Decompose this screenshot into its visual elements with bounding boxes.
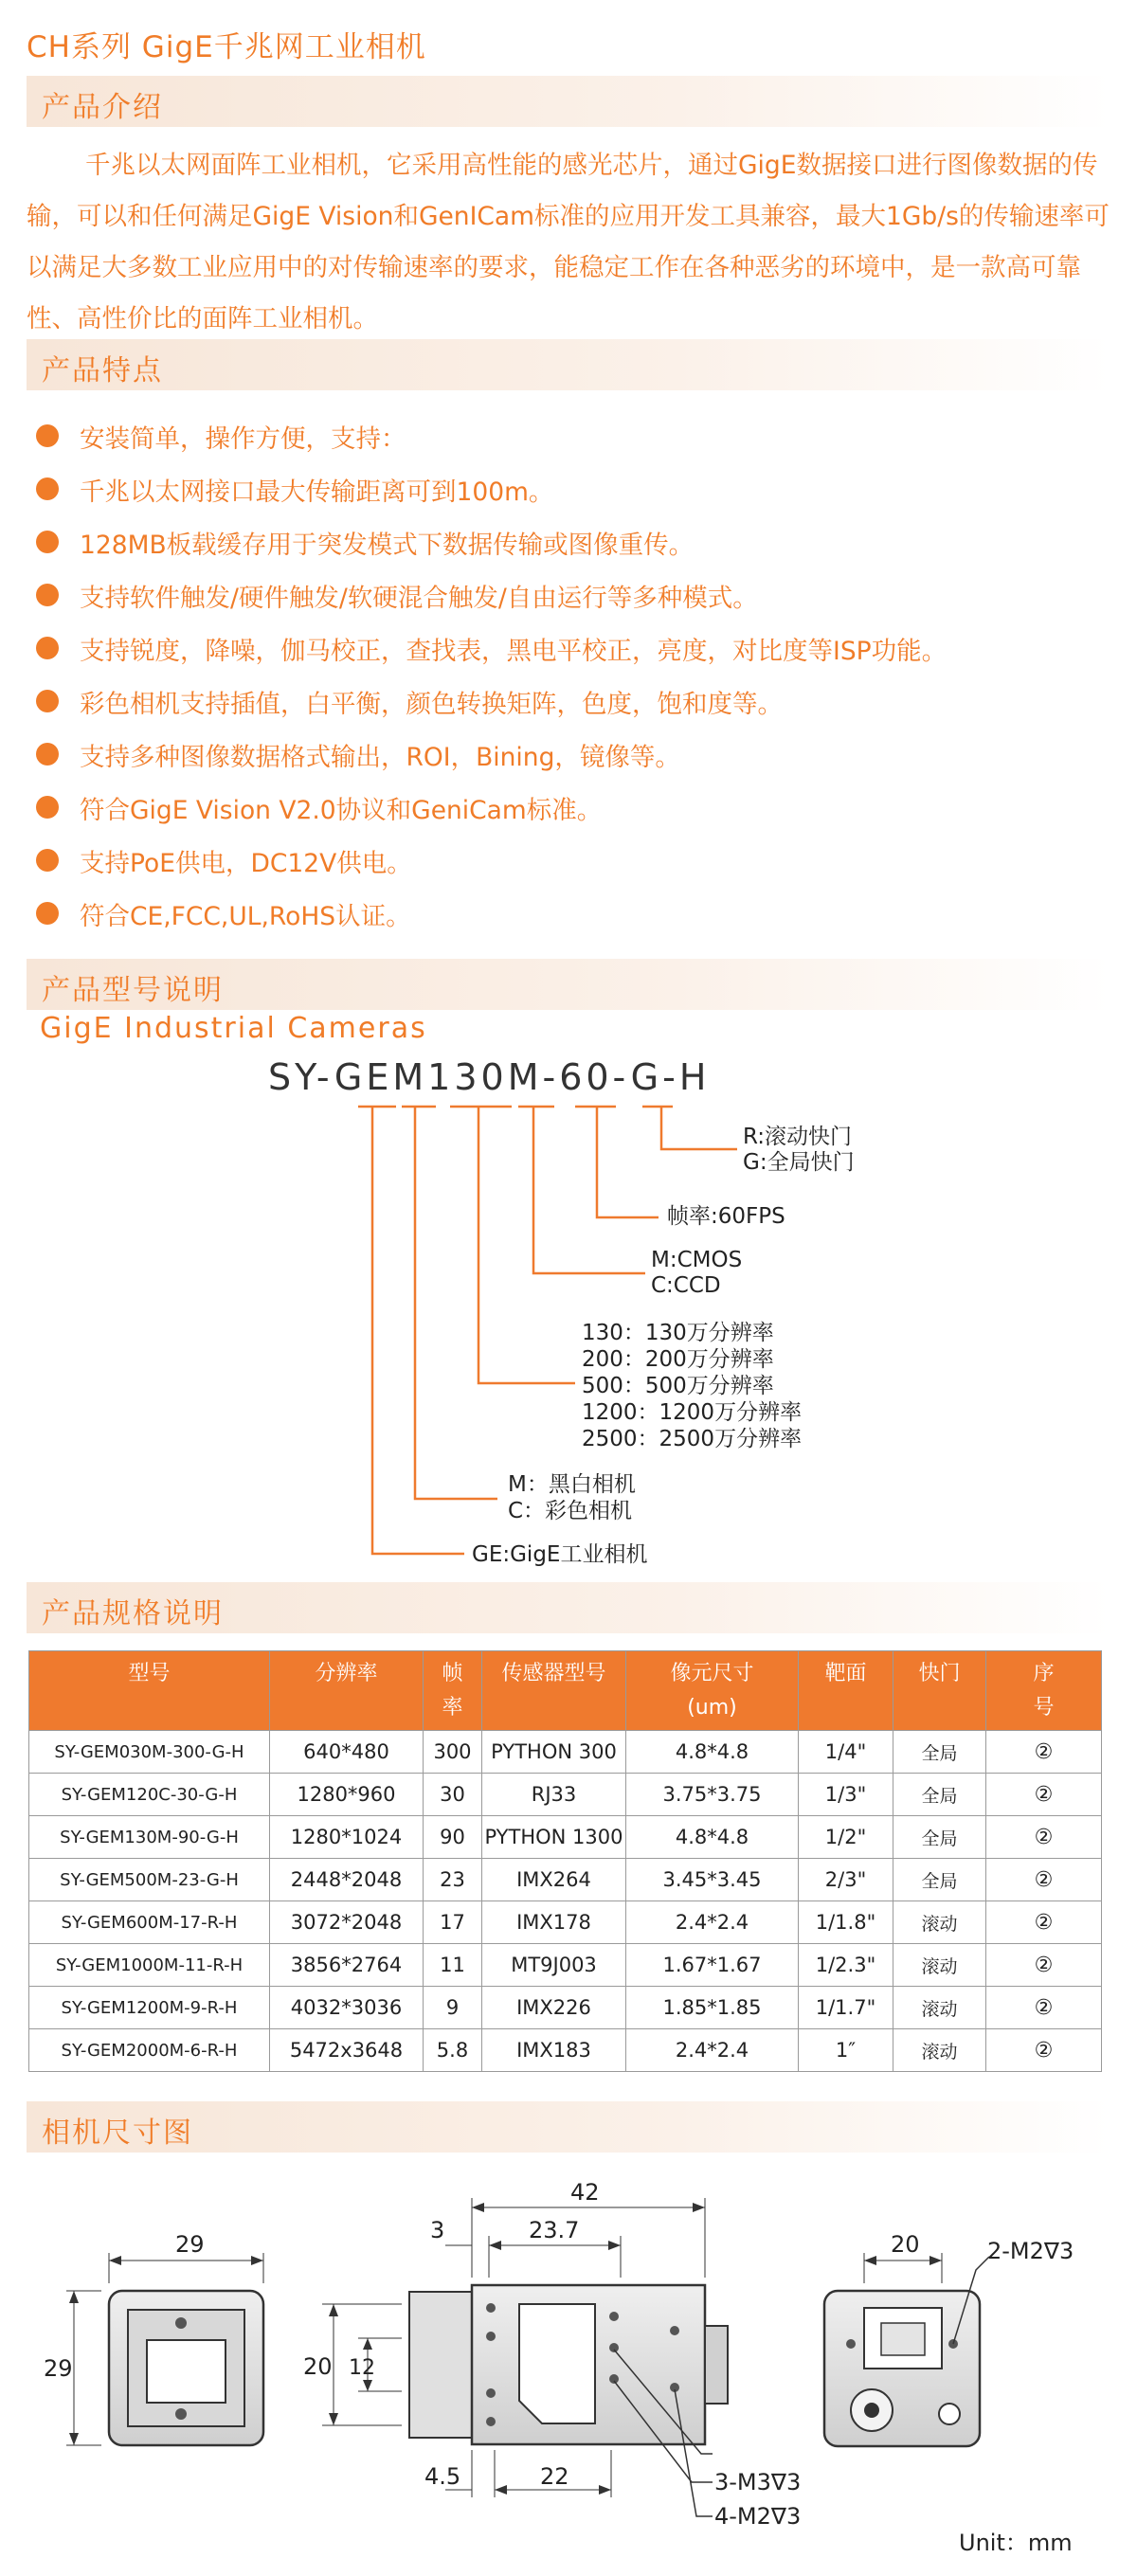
model-cell: SY-GEM120C-30-G-H bbox=[29, 1774, 270, 1816]
pixel-size-cell: 2.4*2.4 bbox=[626, 1901, 799, 1944]
pixel-size-cell: 3.45*3.45 bbox=[626, 1859, 799, 1901]
resolution-cell: 5472x3648 bbox=[270, 2029, 424, 2072]
dimension-label: 12 bbox=[349, 2356, 375, 2380]
column-header: 传感器型号 bbox=[482, 1651, 626, 1731]
frame-rate-cell: 300 bbox=[424, 1731, 482, 1774]
table-row bbox=[29, 1901, 1102, 1944]
resolution-label: 2500：2500万分辨率 bbox=[582, 1427, 803, 1451]
color-label: C：彩色相机 bbox=[508, 1499, 633, 1523]
sensor-cell: PYTHON 300 bbox=[482, 1731, 626, 1774]
dimension-label: 29 bbox=[175, 2231, 205, 2258]
frame-rate-label: 帧率:60FPS bbox=[667, 1204, 785, 1229]
shutter-cell: 全局 bbox=[893, 1816, 986, 1859]
resolution-label: 200：200万分辨率 bbox=[582, 1347, 774, 1372]
dimension-label: 29 bbox=[44, 2355, 73, 2382]
sequence-cell: ② bbox=[986, 1859, 1102, 1901]
resolution-label: 130：130万分辨率 bbox=[582, 1321, 774, 1345]
resolution-cell: 1280*1024 bbox=[270, 1816, 424, 1859]
resolution-cell: 4032*3036 bbox=[270, 1987, 424, 2029]
dimension-label: 3 bbox=[430, 2217, 445, 2243]
resolution-cell: 1280*960 bbox=[270, 1774, 424, 1816]
pixel-size-cell: 2.4*2.4 bbox=[626, 2029, 799, 2072]
shutter-cell: 滚动 bbox=[893, 2029, 986, 2072]
section-model bbox=[27, 959, 1110, 1010]
bullet-icon bbox=[36, 796, 59, 819]
sensor-type-label: M:CMOS bbox=[651, 1248, 743, 1272]
pixel-size-cell: 4.8*4.8 bbox=[626, 1731, 799, 1774]
column-header: 靶面 bbox=[799, 1651, 893, 1731]
feature-item: 符合CE,FCC,UL,RoHS认证。 bbox=[36, 887, 1116, 940]
feature-item: 千兆以太网接口最大传输距离可到100m。 bbox=[36, 462, 1116, 515]
frame-rate-cell: 17 bbox=[424, 1901, 482, 1944]
frame-rate-cell: 5.8 bbox=[424, 2029, 482, 2072]
resolution-cell: 640*480 bbox=[270, 1731, 424, 1774]
sensor-type-label: C:CCD bbox=[651, 1273, 721, 1298]
resolution-label: 500：500万分辨率 bbox=[582, 1374, 774, 1398]
column-header: 分辨率 bbox=[270, 1651, 424, 1731]
hole-spec-label: 3-M3∇3 bbox=[714, 2469, 802, 2495]
model-cell: SY-GEM2000M-6-R-H bbox=[29, 2029, 270, 2072]
feature-list bbox=[36, 409, 1116, 940]
interface-label: GE:GigE工业相机 bbox=[472, 1542, 648, 1567]
resolution-cell: 3072*2048 bbox=[270, 1901, 424, 1944]
table-row bbox=[29, 1731, 1102, 1774]
section-specs bbox=[27, 1582, 1110, 1633]
bullet-icon bbox=[36, 902, 59, 925]
frame-rate-cell: 11 bbox=[424, 1944, 482, 1987]
frame-rate-cell: 9 bbox=[424, 1987, 482, 2029]
sequence-cell: ② bbox=[986, 1731, 1102, 1774]
bullet-icon bbox=[36, 584, 59, 606]
sensor-cell: IMX183 bbox=[482, 2029, 626, 2072]
bullet-icon bbox=[36, 424, 59, 447]
sensor-format-cell: 1/3" bbox=[799, 1774, 893, 1816]
feature-item: 安装简单，操作方便，支持： bbox=[36, 409, 1116, 462]
feature-item: 符合GigE Vision V2.0协议和GeniCam标准。 bbox=[36, 781, 1116, 834]
intro-text: 千兆以太网面阵工业相机，它采用高性能的感光芯片，通过GigE数据接口进行图像数据的传输，可以和任何满足GigE Vision和GenICam标准的应用开发工具兼容，最大1Gb/s的传输速率可以满足大多数工业应用中的对传输速率的要求，能稳定工作在各种恶劣的环境中，是一款高可靠性、高性价比的面阵工业相机。 bbox=[27, 151, 1110, 333]
sensor-cell: IMX264 bbox=[482, 1859, 626, 1901]
sensor-cell: IMX226 bbox=[482, 1987, 626, 2029]
back-view bbox=[824, 2231, 1074, 2446]
table-row bbox=[29, 2029, 1102, 2072]
dimension-label: 20 bbox=[303, 2353, 333, 2380]
section-title: 产品特点 bbox=[42, 354, 163, 387]
pixel-size-cell: 4.8*4.8 bbox=[626, 1816, 799, 1859]
model-cell: SY-GEM600M-17-R-H bbox=[29, 1901, 270, 1944]
sequence-cell: ② bbox=[986, 1816, 1102, 1859]
feature-item: 支持软件触发/硬件触发/软硬混合触发/自由运行等多种模式。 bbox=[36, 568, 1116, 621]
sensor-cell: PYTHON 1300 bbox=[482, 1816, 626, 1859]
sensor-format-cell: 1/4" bbox=[799, 1731, 893, 1774]
sensor-format-cell: 1/2" bbox=[799, 1816, 893, 1859]
hole-spec-label: 2-M2∇3 bbox=[987, 2238, 1074, 2264]
resolution-label: 1200：1200万分辨率 bbox=[582, 1400, 803, 1425]
shutter-cell: 滚动 bbox=[893, 1944, 986, 1987]
shutter-cell: 滚动 bbox=[893, 1987, 986, 2029]
sensor-format-cell: 1/2.3" bbox=[799, 1944, 893, 1987]
shutter-cell: 全局 bbox=[893, 1859, 986, 1901]
bullet-icon bbox=[36, 849, 59, 872]
frame-rate-cell: 23 bbox=[424, 1859, 482, 1901]
section-features bbox=[27, 339, 1110, 390]
dimension-label: 42 bbox=[570, 2179, 600, 2206]
sequence-cell: ② bbox=[986, 2029, 1102, 2072]
model-cell: SY-GEM1000M-11-R-H bbox=[29, 1944, 270, 1987]
screw-hole bbox=[175, 2317, 187, 2329]
table-row bbox=[29, 1944, 1102, 1987]
bullet-icon bbox=[36, 477, 59, 500]
unit-label: Unit：mm bbox=[959, 2530, 1073, 2556]
table-header-row bbox=[29, 1651, 1102, 1731]
column-header: 序 号 bbox=[986, 1651, 1102, 1731]
shutter-label: R:滚动快门 bbox=[743, 1125, 853, 1149]
column-header: 快门 bbox=[893, 1651, 986, 1731]
sequence-cell: ② bbox=[986, 1944, 1102, 1987]
bullet-icon bbox=[36, 637, 59, 659]
model-code: SY-GEM130M-60-G-H bbox=[268, 1056, 711, 1098]
model-cell: SY-GEM130M-90-G-H bbox=[29, 1816, 270, 1859]
shutter-label: G:全局快门 bbox=[743, 1150, 855, 1175]
feature-item: 支持PoE供电，DC12V供电。 bbox=[36, 834, 1116, 887]
spec-table bbox=[28, 1650, 1102, 2072]
sensor-format-cell: 2/3" bbox=[799, 1859, 893, 1901]
section-title: 相机尺寸图 bbox=[42, 2117, 193, 2150]
sensor-cell: MT9J003 bbox=[482, 1944, 626, 1987]
feature-item: 彩色相机支持插值，白平衡，颜色转换矩阵，色度，饱和度等。 bbox=[36, 675, 1116, 728]
section-title: 产品介绍 bbox=[42, 91, 163, 124]
shutter-cell: 全局 bbox=[893, 1774, 986, 1816]
feature-item: 支持多种图像数据格式输出，ROI，Bining，镜像等。 bbox=[36, 728, 1116, 781]
table-row bbox=[29, 1987, 1102, 2029]
shutter-cell: 滚动 bbox=[893, 1901, 986, 1944]
sequence-cell: ② bbox=[986, 1774, 1102, 1816]
color-label: M：黑白相机 bbox=[508, 1472, 636, 1497]
hole-spec-label: 4-M2∇3 bbox=[714, 2503, 802, 2530]
column-header: 型号 bbox=[29, 1651, 270, 1731]
bullet-icon bbox=[36, 531, 59, 553]
dimension-label: 22 bbox=[540, 2463, 569, 2490]
model-subtitle: GigE Industrial Cameras bbox=[40, 1012, 427, 1045]
screw-hole bbox=[175, 2408, 187, 2420]
model-cell: SY-GEM1200M-9-R-H bbox=[29, 1987, 270, 2029]
table-row bbox=[29, 1774, 1102, 1816]
bullet-icon bbox=[36, 743, 59, 766]
table-row bbox=[29, 1859, 1102, 1901]
resolution-cell: 2448*2048 bbox=[270, 1859, 424, 1901]
sensor-format-cell: 1/1.8" bbox=[799, 1901, 893, 1944]
feature-item: 支持锐度，降噪，伽马校正，查找表，黑电平校正，亮度，对比度等ISP功能。 bbox=[36, 621, 1116, 675]
sequence-cell: ② bbox=[986, 1987, 1102, 2029]
sequence-cell: ② bbox=[986, 1901, 1102, 1944]
pixel-size-cell: 3.75*3.75 bbox=[626, 1774, 799, 1816]
sensor-cell: RJ33 bbox=[482, 1774, 626, 1816]
column-header: 帧 率 bbox=[424, 1651, 482, 1731]
page-title: CH系列 GigE千兆网工业相机 bbox=[27, 30, 426, 64]
dimension-label: 4.5 bbox=[424, 2463, 461, 2490]
frame-rate-cell: 30 bbox=[424, 1774, 482, 1816]
model-cell: SY-GEM030M-300-G-H bbox=[29, 1731, 270, 1774]
sensor-format-cell: 1″ bbox=[799, 2029, 893, 2072]
resolution-cell: 3856*2764 bbox=[270, 1944, 424, 1987]
section-title: 产品型号说明 bbox=[42, 974, 224, 1007]
pixel-size-cell: 1.67*1.67 bbox=[626, 1944, 799, 1987]
section-title: 产品规格说明 bbox=[42, 1597, 224, 1630]
sensor-format-cell: 1/1.7" bbox=[799, 1987, 893, 2029]
dimension-drawing bbox=[0, 2141, 1137, 2567]
section-intro bbox=[27, 76, 1110, 127]
frame-rate-cell: 90 bbox=[424, 1816, 482, 1859]
pixel-size-cell: 1.85*1.85 bbox=[626, 1987, 799, 2029]
column-header: 像元尺寸 (um) bbox=[626, 1651, 799, 1731]
dimension-label: 23.7 bbox=[529, 2217, 580, 2243]
status-led bbox=[939, 2404, 960, 2424]
dimension-label: 20 bbox=[891, 2231, 920, 2258]
shutter-cell: 全局 bbox=[893, 1731, 986, 1774]
sensor-cell: IMX178 bbox=[482, 1901, 626, 1944]
side-view bbox=[303, 2179, 801, 2530]
model-code-diagram bbox=[0, 1042, 1137, 1573]
front-view bbox=[44, 2231, 263, 2445]
table-row bbox=[29, 1816, 1102, 1859]
bullet-icon bbox=[36, 690, 59, 712]
feature-item: 128MB板载缓存用于突发模式下数据传输或图像重传。 bbox=[36, 515, 1116, 568]
model-cell: SY-GEM500M-23-G-H bbox=[29, 1859, 270, 1901]
